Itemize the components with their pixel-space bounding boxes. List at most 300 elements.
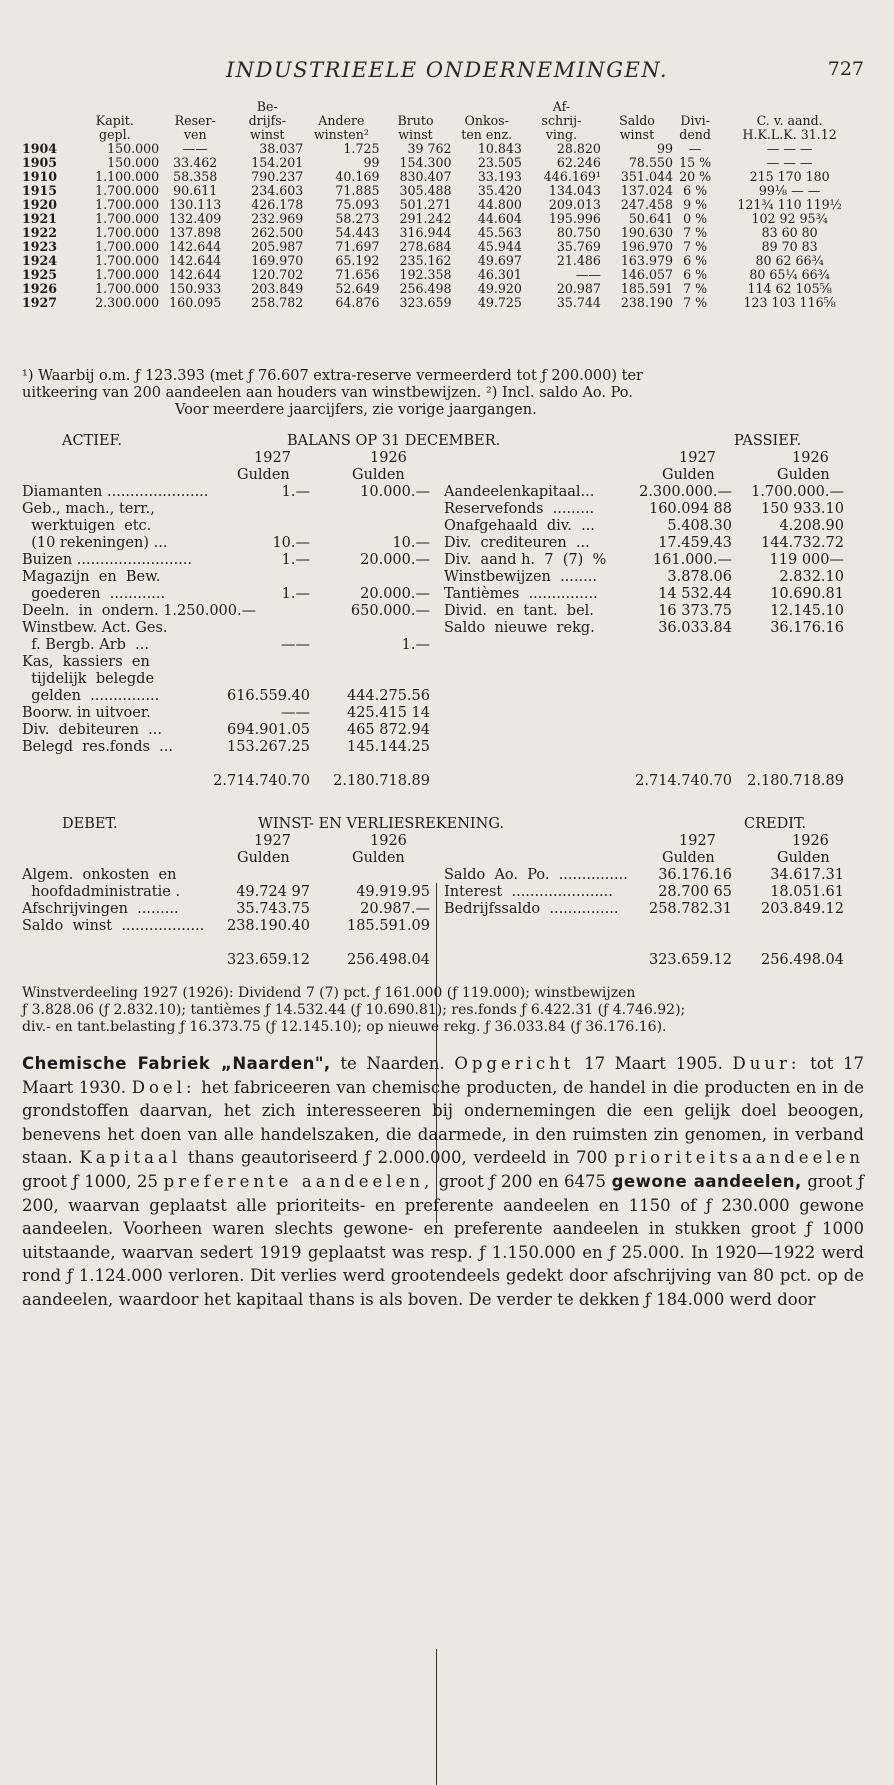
right-item-label: Bedrijfssaldo ...............	[444, 901, 619, 917]
table-cell: 120.702	[251, 267, 304, 282]
right-item-value-1: 16 373.75	[658, 603, 732, 619]
footnote-3: Voor meerdere jaarcijfers, zie vorige jaargangen.	[175, 402, 537, 418]
year-cell: 1915	[22, 183, 58, 198]
table-cell: 35.769	[556, 239, 601, 254]
statement-row	[22, 586, 858, 603]
column-header: Af- schrij- ving.	[541, 99, 582, 142]
year-cell: 1920	[22, 197, 58, 212]
pl-unit-2-right: Gulden	[777, 850, 830, 866]
table-cell: 75.093	[335, 197, 380, 212]
table-cell: 830.407	[399, 169, 452, 184]
left-item-value-1: 694.901.05	[226, 722, 310, 738]
table-cell: 790.237	[251, 169, 304, 184]
column-divider	[436, 1649, 437, 1785]
right-item-label: Tantièmes ...............	[444, 586, 598, 602]
table-cell: 102 92 95¾	[751, 211, 828, 226]
left-item-value-1: 1.—	[281, 586, 310, 602]
table-cell: 54.443	[335, 225, 380, 240]
year-cell: 1921	[22, 211, 58, 226]
table-cell: 20 %	[679, 169, 712, 184]
total-left-1: 323.659.12	[226, 952, 310, 968]
right-item-value-1: 3.878.06	[667, 569, 732, 585]
preferente-label: preferente aandeelen,	[163, 1171, 434, 1191]
table-cell: 150.000	[107, 155, 160, 170]
table-cell: 38.037	[259, 141, 304, 156]
right-item-value-1: 14 532.44	[658, 586, 732, 602]
table-cell: 142.644	[169, 239, 222, 254]
desc-part-6: groot ƒ 1000, 25	[22, 1171, 164, 1191]
table-row	[22, 296, 862, 310]
column-header: Be- drijfs- winst	[248, 99, 286, 142]
table-cell: 1.700.000	[95, 211, 160, 226]
right-item-value-2: 10.690.81	[770, 586, 844, 602]
desc-part-3: tot 17 Maart 1930.	[22, 1054, 864, 1097]
balance-year-2-left: 1926	[370, 450, 407, 466]
table-cell: 49.920	[477, 281, 522, 296]
table-header-row	[22, 100, 862, 142]
statement-row	[22, 901, 858, 918]
balance-title-row	[22, 433, 858, 450]
duur-label: Duur:	[732, 1054, 801, 1073]
table-cell: 1.700.000	[95, 281, 160, 296]
page-number: 727	[827, 58, 864, 80]
left-item-label: Saldo winst ..................	[22, 918, 205, 934]
footnote-1: ¹) Waarbij o.m. ƒ 123.393 (met ƒ 76.607 extra-reserve vermeerderd tot ƒ 200.000) ter	[22, 368, 643, 384]
right-item-value-2: 119 000—	[769, 552, 844, 568]
right-item-value-2: 4.208.90	[779, 518, 844, 534]
left-item-value-1: 153.267.25	[226, 739, 310, 755]
table-cell: 83 60 80	[761, 225, 818, 240]
table-row	[22, 142, 862, 156]
table-cell: 154.300	[399, 155, 452, 170]
table-cell: 58.358	[173, 169, 218, 184]
right-item-value-2: 1.700.000.—	[751, 484, 844, 500]
year-cell: 1904	[22, 141, 58, 156]
total-right-1: 323.659.12	[648, 952, 732, 968]
balance-year-row	[22, 450, 858, 467]
table-cell: 62.246	[556, 155, 601, 170]
left-item-value-2: 465 872.94	[346, 722, 430, 738]
balance-year-2-right: 1926	[792, 450, 829, 466]
right-item-value-2: 150 933.10	[760, 501, 844, 517]
statement-row	[22, 620, 858, 637]
actief-heading: ACTIEF.	[62, 433, 122, 449]
table-row	[22, 212, 862, 226]
table-cell: 49.697	[477, 253, 522, 268]
distribution-line-3: div.- en tant.belasting ƒ 16.373.75 (ƒ 12.145.10); op nieuwe rekg. ƒ 36.033.84 (ƒ 36.176.16).	[22, 1019, 667, 1035]
doel-label: Doel:	[131, 1077, 196, 1097]
left-item-label: hoofdadministratie .	[22, 884, 181, 900]
table-cell: 6 %	[683, 183, 708, 198]
left-item-label: f. Bergb. Arb ...	[22, 637, 149, 653]
year-cell: 1923	[22, 239, 58, 254]
left-item-label: Magazijn en Bew.	[22, 569, 161, 585]
table-cell: 9 %	[683, 197, 708, 212]
table-cell: 150.933	[169, 281, 222, 296]
column-header: Onkos- ten enz.	[461, 113, 513, 142]
left-item-value-1: 238.190.40	[226, 918, 310, 934]
year-cell: 1910	[22, 169, 58, 184]
right-item-value-2: 203.849.12	[760, 901, 844, 917]
statement-row	[22, 603, 858, 620]
table-cell: 238.190	[620, 295, 673, 310]
right-item-value-1: 36.176.16	[658, 867, 732, 883]
statement-row	[22, 722, 858, 739]
kapitaal-label: Kapitaal	[79, 1148, 182, 1168]
left-item-value-2: 650.000.—	[350, 603, 430, 619]
table-cell: 44.604	[477, 211, 522, 226]
balance-unit-2-right: Gulden	[777, 467, 830, 483]
right-item-value-2: 12.145.10	[770, 603, 844, 619]
table-cell: 45.944	[477, 239, 522, 254]
table-cell: 46.301	[477, 267, 522, 282]
company-name: Chemische Fabriek „Naarden",	[22, 1054, 331, 1073]
table-cell: 23.505	[477, 155, 522, 170]
right-item-label: Winstbewijzen ........	[444, 569, 597, 585]
right-item-value-1: 5.408.30	[667, 518, 732, 534]
table-cell: 7 %	[683, 225, 708, 240]
left-item-label: werktuigen etc.	[22, 518, 152, 534]
table-cell: 35.420	[477, 183, 522, 198]
right-item-label: Saldo Ao. Po. ...............	[444, 867, 628, 883]
right-item-label: Divid. en tant. bel.	[444, 603, 594, 619]
table-cell: 6 %	[683, 267, 708, 282]
statement-row	[22, 535, 858, 552]
table-cell: 33.462	[173, 155, 218, 170]
totals-row	[22, 773, 858, 790]
desc-part-5: thans geautoriseerd ƒ 2.000.000, verdeeld in 700	[181, 1148, 615, 1168]
left-item-value-1: 616.559.40	[226, 688, 310, 704]
left-item-value-2: 20.987.—	[360, 901, 430, 917]
table-cell: 262.500	[251, 225, 304, 240]
table-row	[22, 268, 862, 282]
table-cell: 150.000	[107, 141, 160, 156]
table-cell: 21.486	[556, 253, 601, 268]
left-item-label: gelden ...............	[22, 688, 160, 704]
left-item-label: Afschrijvingen .........	[22, 901, 179, 917]
left-item-label: tijdelijk belegde	[22, 671, 155, 687]
statement-row	[22, 484, 858, 501]
table-cell: —	[688, 141, 702, 156]
debet-heading: DEBET.	[62, 816, 118, 832]
table-cell: 89 70 83	[761, 239, 818, 254]
table-cell: 28.820	[556, 141, 601, 156]
balance-unit-1-left: Gulden	[237, 467, 290, 483]
desc-part-1: te Naarden.	[330, 1054, 455, 1073]
table-cell: 196.970	[620, 239, 673, 254]
pl-year-2-right: 1926	[792, 833, 829, 849]
pl-year-1-left: 1927	[254, 833, 291, 849]
column-header: C. v. aand. H.K.L.K. 31.12	[742, 113, 837, 142]
pl-unit-2-left: Gulden	[352, 850, 405, 866]
balance-sheet	[22, 433, 858, 790]
desc-part-8: groot ƒ 200, waarvan geplaatst alle prioriteits- en preferente aandeelen en 1150 of ƒ 230.000 gewone aandeelen. Voorheen waren slechts gewone- en preferente aandeelen in stukken groot ƒ 1000 uitstaande, waarvan sedert 1919 geplaatst was resp. ƒ 1.150.000 en ƒ 25.000. In 1920—1922 werd rond ƒ 1.124.000 verloren. Dit verlies werd grootendeels gedekt door afschrijving van 80 pct. op de aandeelen, waardoor het kapitaal thans is als boven. De verder te dekken ƒ 184.000 werd door	[22, 1171, 865, 1309]
statement-row	[22, 569, 858, 586]
table-row	[22, 240, 862, 254]
table-cell: 305.488	[399, 183, 452, 198]
left-item-value-1: ——	[281, 705, 310, 721]
table-cell: 78.550	[628, 155, 673, 170]
table-cell: 185.591	[620, 281, 673, 296]
table-cell: 142.644	[169, 253, 222, 268]
table-cell: 234.603	[251, 183, 304, 198]
table-cell: 137.024	[620, 183, 673, 198]
table-cell: 90.611	[173, 183, 218, 198]
table-cell: 1.700.000	[95, 197, 160, 212]
left-item-value-2: 49.919.95	[356, 884, 430, 900]
column-header: Bruto winst	[397, 113, 434, 142]
table-cell: 142.644	[169, 267, 222, 282]
table-cell: 71.656	[335, 267, 380, 282]
left-item-value-1: 1.—	[281, 484, 310, 500]
running-title: INDUSTRIEELE ONDERNEMINGEN.	[226, 58, 669, 82]
right-item-label: Saldo nieuwe rekg.	[444, 620, 595, 636]
table-cell: 1.700.000	[95, 239, 160, 254]
year-cell: 1925	[22, 267, 58, 282]
table-row	[22, 184, 862, 198]
table-cell: 134.043	[548, 183, 601, 198]
table-row	[22, 198, 862, 212]
right-item-value-1: 160.094 88	[648, 501, 732, 517]
table-cell: 146.057	[620, 267, 673, 282]
right-item-label: Onafgehaald div. ...	[444, 518, 595, 534]
right-item-label: Interest ......................	[444, 884, 613, 900]
table-cell: 137.898	[169, 225, 222, 240]
table-cell: 49.725	[477, 295, 522, 310]
left-item-label: Kas, kassiers en	[22, 654, 150, 670]
table-cell: 40.169	[335, 169, 380, 184]
pl-title-row	[22, 816, 858, 833]
table-cell: 1.725	[343, 141, 380, 156]
table-cell: 163.979	[620, 253, 673, 268]
right-item-label: Reservefonds .........	[444, 501, 595, 517]
table-cell: 132.409	[169, 211, 222, 226]
table-cell: 446.169¹	[543, 169, 601, 184]
table-cell: 52.649	[335, 281, 380, 296]
left-item-value-2: 1.—	[401, 637, 430, 653]
table-row	[22, 170, 862, 184]
table-cell: 215 170 180	[749, 169, 830, 184]
table-cell: 64.876	[335, 295, 380, 310]
statement-row	[22, 654, 858, 671]
table-cell: 45.563	[477, 225, 522, 240]
right-item-value-1: 28.700 65	[658, 884, 732, 900]
left-item-label: Diamanten ......................	[22, 484, 209, 500]
table-cell: 323.659	[399, 295, 452, 310]
year-cell: 1926	[22, 281, 58, 296]
table-cell: 205.987	[251, 239, 304, 254]
year-cell: 1924	[22, 253, 58, 268]
balance-title: BALANS OP 31 DECEMBER.	[287, 433, 501, 449]
right-item-value-1: 17.459.43	[658, 535, 732, 551]
table-cell: 71.697	[335, 239, 380, 254]
left-item-label: (10 rekeningen) ...	[22, 535, 168, 551]
company-description	[22, 1052, 864, 1312]
table-cell: 169.970	[251, 253, 304, 268]
table-cell: 7 %	[683, 295, 708, 310]
totals-row	[22, 952, 858, 969]
pl-year-row	[22, 833, 858, 850]
table-cell: 7 %	[683, 281, 708, 296]
column-header: Divi- dend	[679, 113, 711, 142]
table-cell: 192.358	[399, 267, 452, 282]
table-cell: 99	[656, 141, 673, 156]
right-item-value-1: 2.300.000.—	[639, 484, 732, 500]
pl-unit-row	[22, 850, 858, 867]
table-cell: 130.113	[169, 197, 222, 212]
left-item-label: goederen ............	[22, 586, 166, 602]
table-cell: 195.996	[548, 211, 601, 226]
statement-row	[22, 884, 858, 901]
table-cell: 291.242	[399, 211, 452, 226]
table-cell: 426.178	[251, 197, 304, 212]
balance-year-1-right: 1927	[679, 450, 716, 466]
left-item-label: Geb., mach., terr.,	[22, 501, 155, 517]
table-cell: 1.700.000	[95, 183, 160, 198]
statement-row	[22, 918, 858, 935]
column-header: Andere winsten²	[313, 113, 369, 142]
statement-row	[22, 671, 858, 688]
table-cell: 50.641	[628, 211, 673, 226]
total-right-1: 2.714.740.70	[635, 773, 732, 789]
table-cell: 1.700.000	[95, 225, 160, 240]
table-cell: 256.498	[399, 281, 452, 296]
desc-part-2: 17 Maart 1905.	[574, 1054, 733, 1073]
table-cell: 7 %	[683, 239, 708, 254]
page-header	[0, 58, 894, 88]
table-cell: 80 65¼ 66¾	[749, 267, 830, 282]
left-item-value-2: 444.275.56	[346, 688, 430, 704]
table-cell: ——	[182, 141, 208, 156]
table-cell: 247.458	[620, 197, 673, 212]
table-cell: 99	[363, 155, 380, 170]
year-cell: 1922	[22, 225, 58, 240]
table-cell: 15 %	[679, 155, 712, 170]
table-cell: 235.162	[399, 253, 452, 268]
left-item-value-1: 1.—	[281, 552, 310, 568]
right-item-value-2: 18.051.61	[770, 884, 844, 900]
pl-title: WINST- EN VERLIESREKENING.	[258, 816, 504, 832]
statement-row	[22, 867, 858, 884]
year-cell: 1927	[22, 295, 58, 310]
profit-loss-account	[22, 816, 858, 969]
table-cell: 6 %	[683, 253, 708, 268]
balance-unit-1-right: Gulden	[662, 467, 715, 483]
table-cell: 1.700.000	[95, 253, 160, 268]
balance-unit-2-left: Gulden	[352, 467, 405, 483]
right-item-value-2: 2.832.10	[779, 569, 844, 585]
table-cell: 114 62 105⅝	[747, 281, 832, 296]
table-cell: 190.630	[620, 225, 673, 240]
pl-unit-1-right: Gulden	[662, 850, 715, 866]
left-item-value-2: 10.000.—	[360, 484, 430, 500]
right-item-value-2: 34.617.31	[770, 867, 844, 883]
left-item-value-1: 49.724 97	[236, 884, 310, 900]
right-item-value-2: 144.732.72	[760, 535, 844, 551]
table-cell: 44.800	[477, 197, 522, 212]
column-header: Reser- ven	[174, 113, 216, 142]
distribution-line-2: ƒ 3.828.06 (ƒ 2.832.10); tantièmes ƒ 14.532.44 (ƒ 10.690.81); res.fonds ƒ 6.422.31 (ƒ 4.746.92);	[22, 1002, 686, 1018]
table-cell: 33.193	[477, 169, 522, 184]
table-cell: 1.700.000	[95, 267, 160, 282]
footnote-2: uitkeering van 200 aandeelen aan houders van winstbewijzen. ²) Incl. saldo Ao. Po.	[22, 385, 633, 401]
pl-year-1-right: 1927	[679, 833, 716, 849]
left-item-label: Boorw. in uitvoer.	[22, 705, 151, 721]
table-cell: 65.192	[335, 253, 380, 268]
column-header	[22, 100, 71, 142]
total-left-2: 256.498.04	[346, 952, 430, 968]
table-cell: — — —	[766, 141, 813, 156]
table-cell: 121¾ 110 119½	[737, 197, 842, 212]
table-cell: 501.271	[399, 197, 452, 212]
total-right-2: 256.498.04	[760, 952, 844, 968]
total-left-2: 2.180.718.89	[333, 773, 430, 789]
desc-part-4: het fabriceeren van chemische producten, de handel in die producten en in de grondstoffen daarvan, het zich interesseeren bij ondernemingen die een gelijk doel beoogen, benevens het doen van alle handelszaken, die daarmede, in den ruimsten zin genomen, in verband staan.	[22, 1077, 864, 1168]
table-cell: 203.849	[251, 281, 304, 296]
table-cell: 80.750	[556, 225, 601, 240]
left-item-label: Winstbew. Act. Ges.	[22, 620, 168, 636]
year-cell: 1905	[22, 155, 58, 170]
left-item-label: Buizen .........................	[22, 552, 193, 568]
table-cell: 316.944	[399, 225, 452, 240]
table-row	[22, 156, 862, 170]
table-cell: 0 %	[683, 211, 708, 226]
spacer-row	[22, 935, 858, 952]
left-item-value-1: 35.743.75	[236, 901, 310, 917]
table-row	[22, 254, 862, 268]
left-item-label: Algem. onkosten en	[22, 867, 177, 883]
table-cell: 351.044	[620, 169, 673, 184]
left-item-value-2: 185.591.09	[346, 918, 430, 934]
table-cell: 2.300.000	[95, 295, 160, 310]
table-cell: 154.201	[251, 155, 304, 170]
right-item-value-1: 258.782.31	[648, 901, 732, 917]
table-cell: 39 762	[407, 141, 452, 156]
table-cell: 58.273	[335, 211, 380, 226]
pl-year-2-left: 1926	[370, 833, 407, 849]
left-item-value-2: 425.415 14	[346, 705, 430, 721]
left-item-value-2: 20.000.—	[360, 586, 430, 602]
table-cell: 209.013	[548, 197, 601, 212]
table-cell: 258.782	[251, 295, 304, 310]
table-row	[22, 226, 862, 240]
statement-row	[22, 552, 858, 569]
balance-year-1-left: 1927	[254, 450, 291, 466]
right-item-value-2: 36.176.16	[770, 620, 844, 636]
total-right-2: 2.180.718.89	[747, 773, 844, 789]
spacer-row	[22, 756, 858, 773]
statement-row	[22, 739, 858, 756]
left-item-label: Div. debiteuren ...	[22, 722, 162, 738]
table-cell: 80 62 66¾	[755, 253, 824, 268]
annual-figures-table	[22, 100, 862, 310]
table-cell: 10.843	[477, 141, 522, 156]
gewone-label: gewone aandeelen,	[611, 1171, 802, 1191]
right-item-label: Div. crediteuren ...	[444, 535, 590, 551]
table-cell: 160.095	[169, 295, 222, 310]
distribution-line-1: Winstverdeeling 1927 (1926): Dividend 7 (7) pct. ƒ 161.000 (ƒ 119.000); winstbewijzen	[22, 985, 636, 1001]
table-cell: 1.100.000	[95, 169, 160, 184]
total-left-1: 2.714.740.70	[213, 773, 310, 789]
left-item-label: Deeln. in ondern. 1.250.000.—	[22, 603, 257, 619]
table-cell: 232.969	[251, 211, 304, 226]
prioriteitsaandeelen-label: prioriteitsaandeelen	[614, 1148, 865, 1168]
column-header: Saldo winst	[619, 113, 655, 142]
right-item-value-1: 161.000.—	[652, 552, 732, 568]
table-cell: 71.885	[335, 183, 380, 198]
opgericht-label: Opgericht	[454, 1054, 575, 1073]
left-item-value-2: 10.—	[392, 535, 430, 551]
